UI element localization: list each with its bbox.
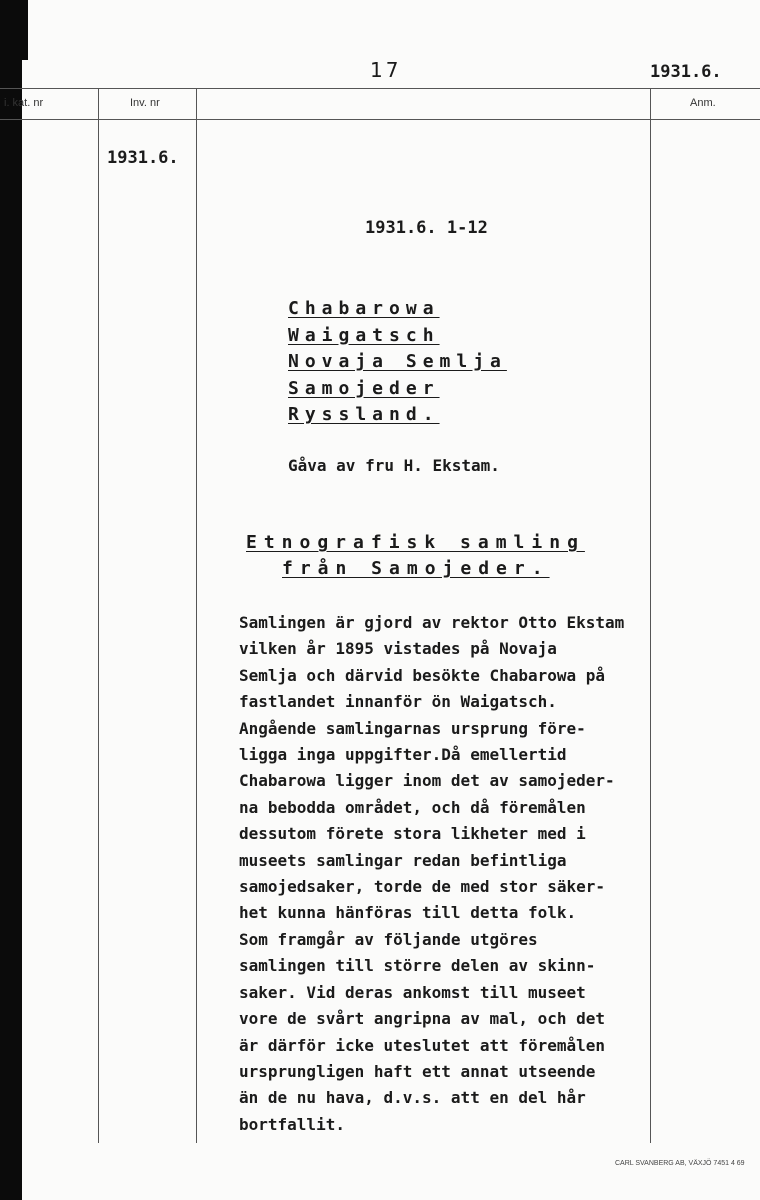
- scan-edge-tab: [22, 0, 28, 60]
- location-line: Waigatsch: [288, 324, 440, 346]
- text-line: ursprungligen haft ett annat utseende: [239, 1061, 596, 1081]
- inventory-range: 1931.6. 1-12: [365, 218, 488, 238]
- printer-imprint: CARL SVANBERG AB, VÄXJÖ 7451 4 69: [615, 1160, 745, 1167]
- location-line: Ryssland.: [288, 404, 440, 425]
- column-header-cat-nr: i. kat. nr: [4, 97, 44, 109]
- text-line: Chabarowa ligger inom det av samojeder-: [239, 771, 615, 791]
- text-line: Samlingen är gjord av rektor Otto Ekstam: [239, 613, 625, 632]
- location-list: [288, 296, 507, 429]
- text-line: dessutom förete stora likheter med i: [239, 824, 586, 844]
- top-reference: 1931.6.: [650, 62, 722, 82]
- text-line: vilken år 1895 vistades på Novaja: [239, 639, 557, 659]
- inventory-number: 1931.6.: [107, 148, 179, 168]
- description-paragraph: [239, 610, 659, 1138]
- donor-note: Gåva av fru H. Ekstam.: [288, 456, 500, 475]
- column-header-anm: Anm.: [690, 97, 716, 109]
- column-header-inv-nr: Inv. nr: [130, 97, 160, 109]
- text-line: na bebodda området, och då föremålen: [239, 797, 586, 817]
- text-line: är därför icke uteslutet att föremålen: [239, 1035, 606, 1055]
- text-line: samojedsaker, torde de med stor säker-: [239, 877, 606, 897]
- section-heading-line-1: Etnografisk samling: [246, 532, 585, 553]
- section-heading-line-2: från Samojeder.: [282, 558, 550, 579]
- header-bottom-rule: [0, 119, 760, 120]
- text-line: het kunna hänföras till detta folk.: [239, 903, 577, 923]
- page-number: 17: [370, 58, 402, 82]
- location-line: Chabarowa: [288, 298, 440, 319]
- text-line: än de nu hava, d.v.s. att en del hår: [239, 1088, 586, 1108]
- text-line: bortfallit.: [239, 1114, 345, 1134]
- text-line: museets samlingar redan befintliga: [239, 850, 567, 870]
- text-line: samlingen till större delen av skinn-: [239, 956, 596, 976]
- text-line: Som framgår av följande utgöres: [239, 929, 538, 949]
- header-top-rule: [0, 88, 760, 89]
- scan-edge: [0, 0, 22, 1200]
- location-line: Novaja Semlja: [288, 351, 507, 372]
- text-line: saker. Vid deras ankomst till museet: [239, 982, 586, 1002]
- text-line: fastlandet innanför ön Waigatsch.: [239, 692, 557, 712]
- text-line: vore de svårt angripna av mal, och det: [239, 1009, 606, 1029]
- text-line: Angående samlingarnas ursprung före-: [239, 718, 586, 738]
- location-line: Samojeder: [288, 377, 440, 399]
- text-line: ligga inga uppgifter.Då emellertid: [239, 745, 567, 765]
- text-line: Semlja och därvid besökte Chabarowa på: [239, 665, 606, 685]
- column-divider-1: [98, 88, 99, 1143]
- column-divider-2: [196, 88, 197, 1143]
